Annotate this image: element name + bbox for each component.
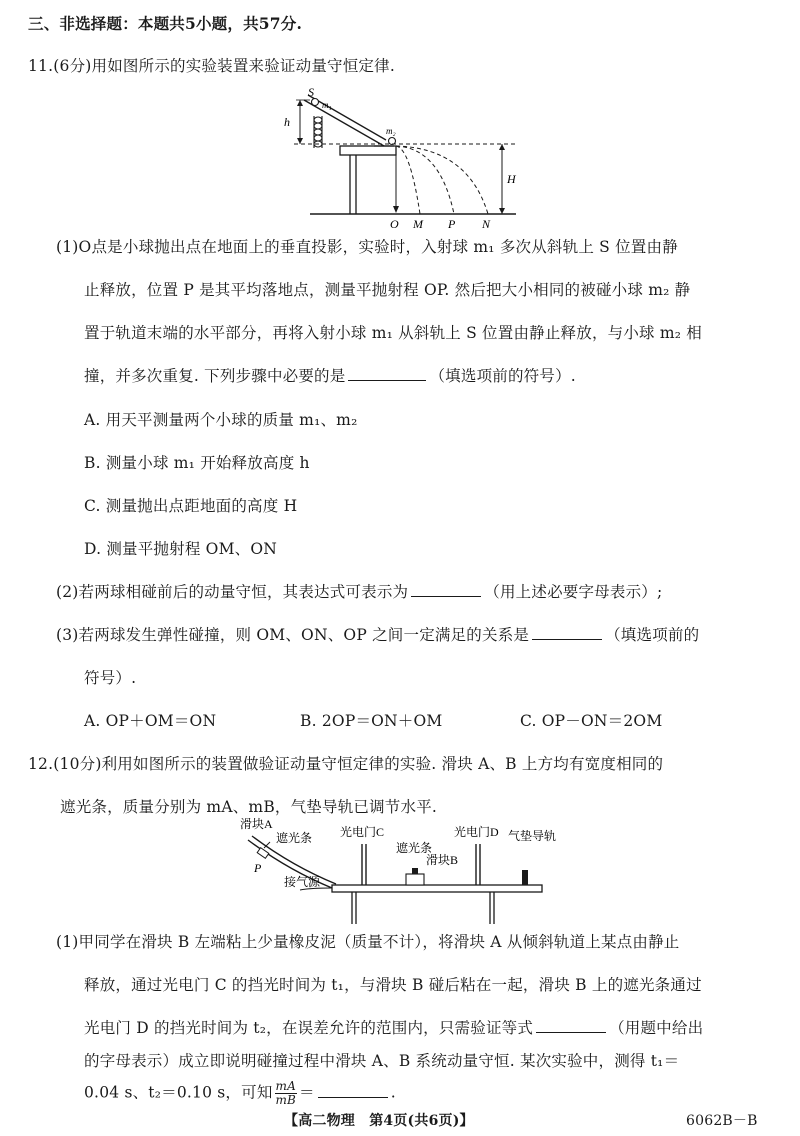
- q11-apparatus-figure: [270, 86, 530, 234]
- q11-p1-line4b: （填选项前的符号）.: [429, 367, 576, 385]
- q12-stem2: 遮光条，质量分别为 mA、mB，气垫导轨已调节水平.: [60, 798, 438, 816]
- q12-score: (10分): [53, 755, 102, 773]
- label-s: S: [308, 85, 314, 99]
- label-gate-c: 光电门C: [340, 825, 385, 839]
- q12-stem1-text: 利用如图所示的装置做验证动量守恒定律的实验. 滑块 A、B 上方均有宽度相同的: [101, 755, 664, 773]
- q11-p2-a: (2)若两球相碰前后的动量守恒，其表达式可表示为: [56, 583, 409, 601]
- label-rail: 气垫导轨: [508, 829, 557, 843]
- q11-stem-text: 用如图所示的实验装置来验证动量守恒定律.: [91, 57, 395, 75]
- label-shade-2: 遮光条: [396, 841, 433, 855]
- label-P: P: [448, 217, 456, 231]
- q11-p1-line1: (1)O点是小球抛出点在地面上的垂直投影，实验时，入射球 m₁ 多次从斜轨上 S 位置由静: [56, 238, 678, 256]
- ball-m2: [389, 138, 396, 145]
- q11-option-c: C. 测量抛出点距地面的高度 H: [84, 497, 298, 515]
- label-p: P: [254, 861, 262, 875]
- label-h: h: [284, 115, 290, 129]
- frac-denominator: mB: [275, 1093, 297, 1107]
- q12-number: 12.: [28, 755, 54, 773]
- q11-p2-answer-blank[interactable]: [411, 595, 481, 597]
- q11-part3: [56, 623, 699, 645]
- label-H: H: [507, 172, 516, 186]
- footer-code: 6062B－B: [686, 1113, 758, 1129]
- q11-p1-line3: 置于轨道末端的水平部分，再将入射小球 m₁ 从斜轨上 S 位置由静止释放，与小球 m₂ 相: [84, 324, 703, 342]
- q11-p3-option-a: A. OP＋OM＝ON: [84, 712, 217, 730]
- label-slider-a: 滑块A: [240, 817, 273, 831]
- q12-p1-line1: (1)甲同学在滑块 B 左端粘上少量橡皮泥（质量不计），将滑块 A 从倾斜轨道上某点由静止: [56, 933, 680, 951]
- q12-air-track-figure: [240, 817, 580, 930]
- q12-p1-line4: 的字母表示）成立即说明碰撞过程中滑块 A、B 系统动量守恒. 某次实验中，测得 t₁＝: [84, 1052, 680, 1070]
- q11-p3-b: （填选项前的: [605, 626, 700, 644]
- q12-p1-line3b: （用题中给出: [609, 1019, 704, 1037]
- trajectory-p: [396, 146, 454, 214]
- q11-p3-c: 符号）.: [84, 669, 137, 687]
- label-m1: m₁: [322, 100, 332, 110]
- trajectory-n: [396, 146, 488, 214]
- end-post: [522, 870, 528, 885]
- mass-ratio-fraction: [275, 1080, 297, 1107]
- q11-stem: [28, 54, 395, 76]
- q11-part2: [56, 580, 662, 602]
- footer-page-info: 【高二物理 第4页(共6页)】: [284, 1113, 474, 1129]
- air-rail: [332, 885, 542, 892]
- q11-p3-answer-blank[interactable]: [532, 638, 602, 640]
- q11-p2-b: （用上述必要字母表示）;: [484, 583, 663, 601]
- q12-p1-line3: [84, 1016, 703, 1038]
- q12-p1-line5a: 0.04 s、t₂＝0.10 s，可知: [84, 1083, 273, 1102]
- q12-p1-equation-blank[interactable]: [536, 1031, 606, 1033]
- frac-numerator: mA: [275, 1079, 296, 1093]
- q11-number: 11.: [28, 57, 54, 75]
- q12-p1-line5c: .: [390, 1083, 396, 1102]
- q12-stem1: [28, 752, 663, 774]
- q11-p1-line4a: 撞，并多次重复. 下列步骤中必要的是: [84, 367, 346, 385]
- q11-p3-option-c: C. OP－ON＝2OM: [520, 712, 663, 730]
- q11-p3-option-b: B. 2OP＝ON＋OM: [300, 712, 443, 730]
- q11-p3-a: (3)若两球发生弹性碰撞，则 OM、ON、OP 之间一定满足的关系是: [56, 626, 530, 644]
- ball-m1: [312, 99, 319, 106]
- q11-p1-answer-blank[interactable]: [348, 379, 426, 381]
- q11-p1-line4: [84, 364, 576, 386]
- q12-p1-line2: 释放，通过光电门 C 的挡光时间为 t₁，与滑块 B 碰后粘在一起，滑块 B 上的遮光条通过: [84, 976, 702, 994]
- q12-p1-line5: [84, 1080, 396, 1107]
- section-header: 三、非选择题：本题共5小题，共57分.: [28, 14, 303, 33]
- label-N: N: [482, 217, 491, 231]
- trajectory-m: [396, 146, 420, 214]
- q12-p1-ratio-blank[interactable]: [318, 1096, 388, 1098]
- label-M: M: [413, 217, 423, 231]
- q11-p1-line2: 止释放，位置 P 是其平均落地点，测量平抛射程 OP. 然后把大小相同的被碰小球 m₂ 静: [84, 281, 691, 299]
- q11-option-a: A. 用天平测量两个小球的质量 m₁、m₂: [84, 411, 358, 429]
- slider-a: [257, 848, 269, 859]
- label-m2: m₂: [386, 126, 396, 136]
- label-O: O: [390, 217, 399, 231]
- q12-p1-line3a: 光电门 D 的挡光时间为 t₂，在误差允许的范围内，只需验证等式: [84, 1019, 534, 1037]
- label-shade-1: 遮光条: [276, 831, 313, 845]
- q11-option-b: B. 测量小球 m₁ 开始释放高度 h: [84, 454, 310, 472]
- table-top: [340, 146, 396, 155]
- q12-p1-line5b: ＝: [298, 1083, 315, 1102]
- slider-b: [406, 874, 424, 885]
- q11-score: (6分): [53, 57, 92, 75]
- label-gate-d: 光电门D: [454, 825, 499, 839]
- label-air-source: 接气源: [284, 875, 321, 889]
- q11-option-d: D. 测量平抛射程 OM、ON: [84, 540, 278, 558]
- label-slider-b: 滑块B: [426, 853, 459, 867]
